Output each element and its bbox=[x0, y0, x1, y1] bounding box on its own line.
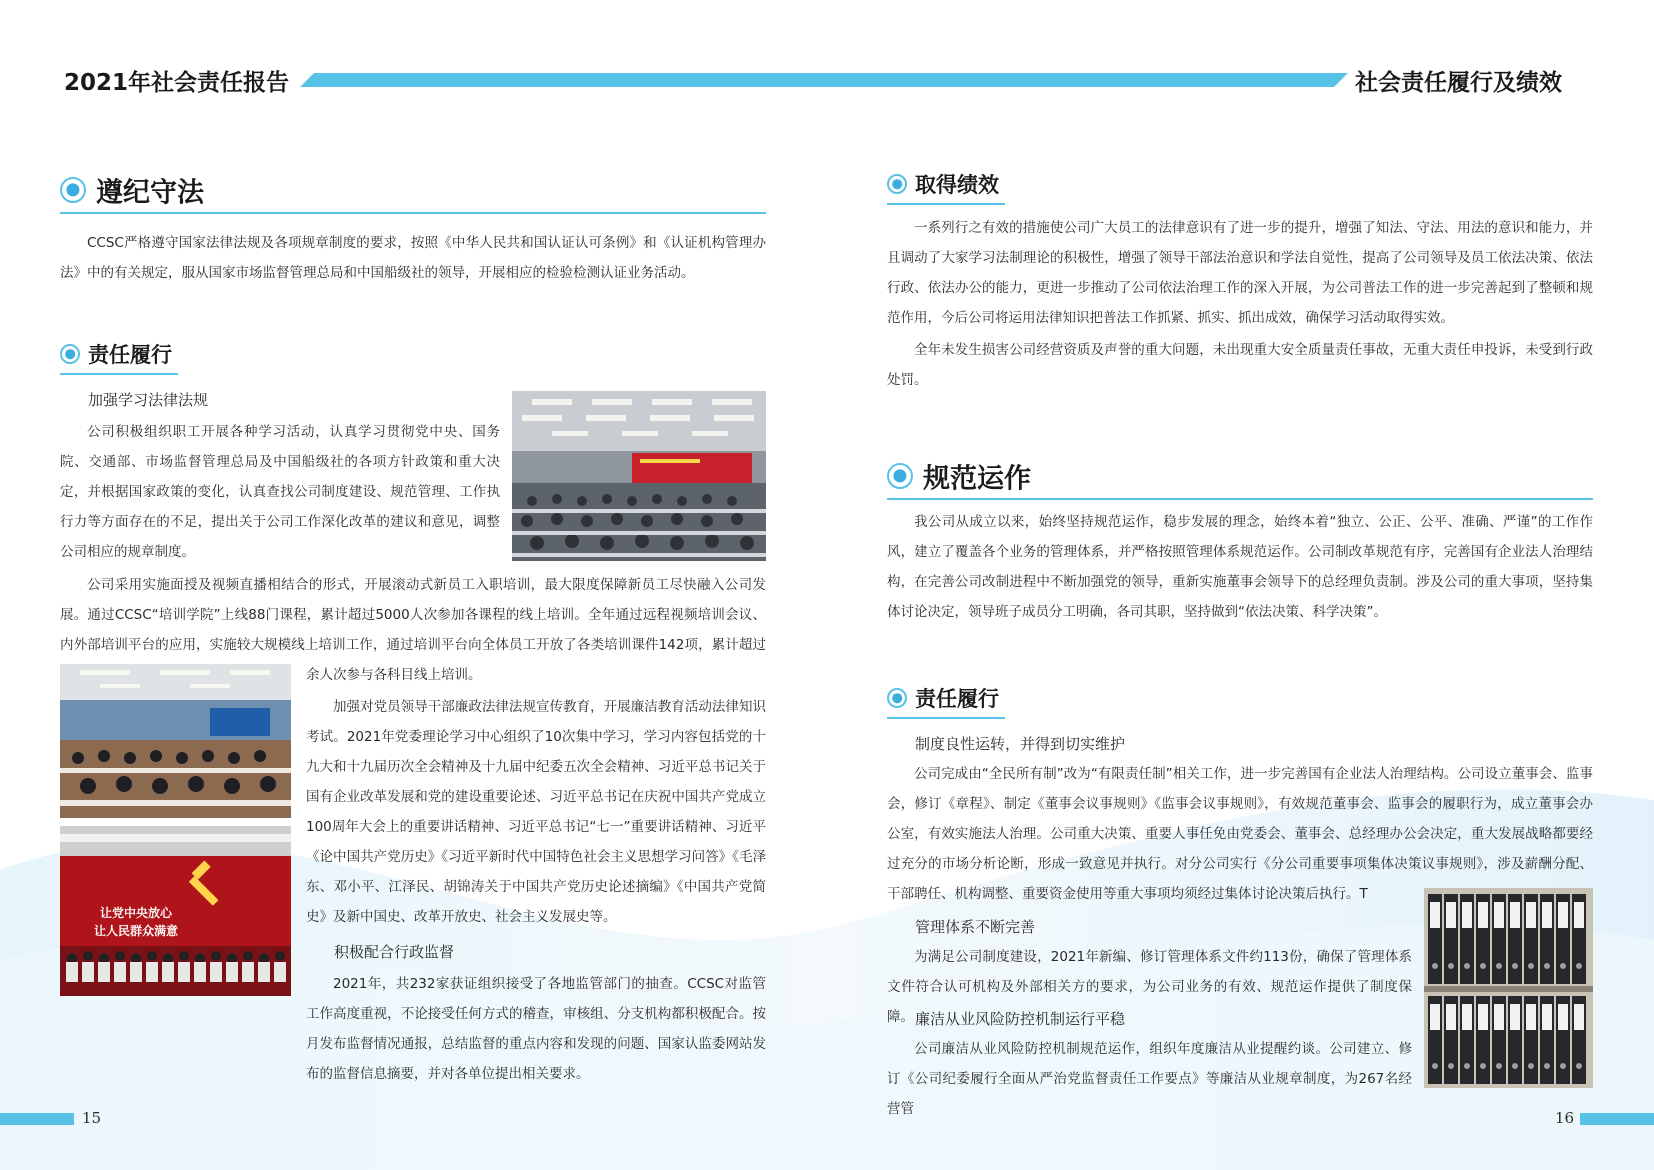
banner-text-line2: 让人民群众满意 bbox=[94, 924, 179, 938]
paragraph: 加强对党员领导干部廉政法律法规宣传教育，开展廉洁教育活动法律知识考试。2021年党委理论学习中心组织了10次集中学习，学习内容包括党的十九大和十九届历次全会精神及十九届中纪委五次全会精神、习近平总书记关于国有企业改革发展和党的建设重要论述、习近平总书记在庆祝中国共产党成立100周年大会上的重要讲话精神、习近平总书记“七一”重要讲话精神、习近平《论中国共产党历史》《习近平新时代中国特色社会主义思想学习问答》《毛泽东、邓小平、江泽民、胡锦涛关于中国共产党历史论述摘编》《中国共产党简史》及新中国史、改革开放史、社会主义发展史等。 bbox=[306, 699, 766, 925]
section-underline bbox=[60, 212, 766, 214]
section-title: 责任履行 bbox=[915, 687, 999, 711]
paragraph: 公司完成由“全民所有制”改为“有限责任制”相关工作，进一步完善国有企业法人治理结构。公司设立董事会、监事会，修订《章程》、制定《董事会议事规则》《监事会议事规则》，有效规范董事会、监事会的履职行为，成立董事会办公室，有效实施法人治理。公司重大决策、重要人事任免由党委会、董事会、总经理办公会决定，重大发展战略都要经过充分的市场分析论断，形成一致意见并执行。对分公司实行《分公司重要事项集体决策议事规则》，涉及薪酬分配、干部聘任、机构调整、重要资金使用等重大事项均须经过集体讨论决策后执行。T bbox=[887, 766, 1593, 902]
paragraph: 一系列行之有效的措施使公司广大员工的法律意识有了进一步的提升，增强了知法、守法、用法的意识和能力，并且调动了大家学习法制理论的积极性，增强了领导干部法治意识和学法自觉性，提高了公司领导及员工依法决策、依法行政、依法办公的能力，更进一步推动了公司依法治理工作的深入开展，为公司普法工作的进一步完善起到了整顿和规范作用，今后公司将运用法律知识把普法工作抓紧、抓实、抓出成效，确保学习活动取得实效。 bbox=[887, 220, 1593, 326]
bullet-circle-icon bbox=[887, 688, 907, 708]
banner-text-line1: 让党中央放心 bbox=[100, 906, 173, 920]
footer-bar-right bbox=[1580, 1113, 1654, 1125]
subheading: 加强学习法律法规 bbox=[88, 391, 209, 409]
paragraph: 公司积极组织职工开展各种学习活动，认真学习贯彻党中央、国务院、交通部、市场监督管理总局及中国船级社的各项方针政策和重大决定，并根据国家政策的变化，认真查找公司制度建设、规范管理、工作执行力等方面存在的不足，提出关于公司工作深化改革的建议和意见，调整公司相应的规章制度。 bbox=[60, 424, 500, 560]
paragraph: 公司廉洁从业风险防控机制规范运作，组织年度廉洁从业提醒约谈。公司建立、修订《公司纪委履行全面从严治党监督责任工作要点》等廉洁从业规章制度，为267名经营管 bbox=[887, 1041, 1412, 1117]
paragraph: 为满足公司制度建设，2021年新编、修订管理体系文件约113份，确保了管理体系文件符合认可机构及外部相关方的要求，为公司业务的有效、规范运作提供了制度保障。 bbox=[887, 949, 1412, 1025]
section-heading-responsibility bbox=[60, 339, 178, 369]
paragraph: CCSC严格遵守国家法律法规及各项规章制度的要求，按照《中华人民共和国认证认可条例》和《认证机构管理办法》中的有关规定，服从国家市场监督管理总局和中国船级社的领导，开展相应的检验检测认证业务活动。 bbox=[60, 235, 766, 281]
paragraph: 2021年，共232家获证组织接受了各地监管部门的抽查。CCSC对监管工作高度重视，不论接受任何方式的稽查，审核组、分支机构都积极配合。按月发布监督情况通报，总结监督的重点内容和发现的问题、国家认监委网站发布的监督信息摘要，并对各单位提出相关要求。 bbox=[306, 976, 766, 1082]
footer-bar-left bbox=[0, 1113, 74, 1125]
bullet-circle-icon bbox=[60, 177, 86, 203]
section-heading-compliance bbox=[60, 170, 766, 210]
bullet-circle-icon bbox=[887, 463, 913, 489]
subheading: 廉洁从业风险防控机制运行平稳 bbox=[915, 1010, 1126, 1028]
section-heading-performance bbox=[887, 169, 1005, 199]
page-number-right: 16 bbox=[1555, 1109, 1575, 1127]
section-heading-standard-operation bbox=[887, 456, 1593, 496]
subheading: 制度良性运转，并得到切实维护 bbox=[915, 735, 1126, 753]
section-title: 规范运作 bbox=[923, 463, 1031, 495]
paragraph: 全年未发生损害公司经营资质及声誉的重大问题，未出现重大安全质量责任事故，无重大责任申投诉，未受到行政处罚。 bbox=[887, 342, 1593, 388]
bullet-circle-icon bbox=[887, 174, 907, 194]
section-underline bbox=[60, 373, 178, 375]
photo-document-binders bbox=[1424, 888, 1593, 1088]
section-heading-responsibility-right bbox=[887, 683, 1005, 713]
section-underline bbox=[887, 203, 1005, 205]
photo-meeting-room bbox=[60, 664, 291, 818]
chapter-title: 社会责任履行及绩效 bbox=[1355, 70, 1562, 96]
subheading: 管理体系不断完善 bbox=[915, 918, 1036, 936]
paragraph: 公司采用实施面授及视频直播相结合的形式，开展滚动式新员工入职培训，最大限度保障新员工尽快融入公司发展。通过CCSC“培训学院”上线88门课程，累计超过5000人次参加各课程的线上培训。全年通过远程视频培训会议、内外部培训平台的应用，实施较大规模线上培训工作，通过培训平台向全体员工开放了各类培训课件142项，累计超过 bbox=[60, 577, 766, 653]
section-underline bbox=[887, 498, 1593, 500]
photo-group-party-emblem bbox=[60, 826, 291, 996]
bullet-circle-icon bbox=[60, 344, 80, 364]
section-title: 责任履行 bbox=[88, 343, 172, 367]
photo-training-hall bbox=[512, 391, 766, 561]
section-title: 遵纪守法 bbox=[96, 177, 204, 209]
page-number-left: 15 bbox=[82, 1109, 102, 1127]
header-decor-bar bbox=[300, 73, 1348, 87]
section-underline bbox=[887, 717, 1005, 719]
section-title: 取得绩效 bbox=[915, 173, 999, 197]
report-title: 2021年社会责任报告 bbox=[64, 70, 290, 96]
paragraph-continuation: 余人次参与各科目线上培训。 bbox=[306, 667, 482, 683]
subheading: 积极配合行政监督 bbox=[334, 943, 455, 961]
paragraph: 我公司从成立以来，始终坚持规范运作，稳步发展的理念，始终本着“独立、公正、公平、准确、严谨”的工作作风，建立了覆盖各个业务的管理体系，并严格按照管理体系规范运作。公司制改革规范有序，完善国有企业法人治理结构，在完善公司改制进程中不断加强党的领导，重新实施董事会领导下的总经理负责制。涉及公司的重大事项，坚持集体讨论决定，领导班子成员分工明确，各司其职，坚持做到“依法决策、科学决策”。 bbox=[887, 514, 1593, 620]
